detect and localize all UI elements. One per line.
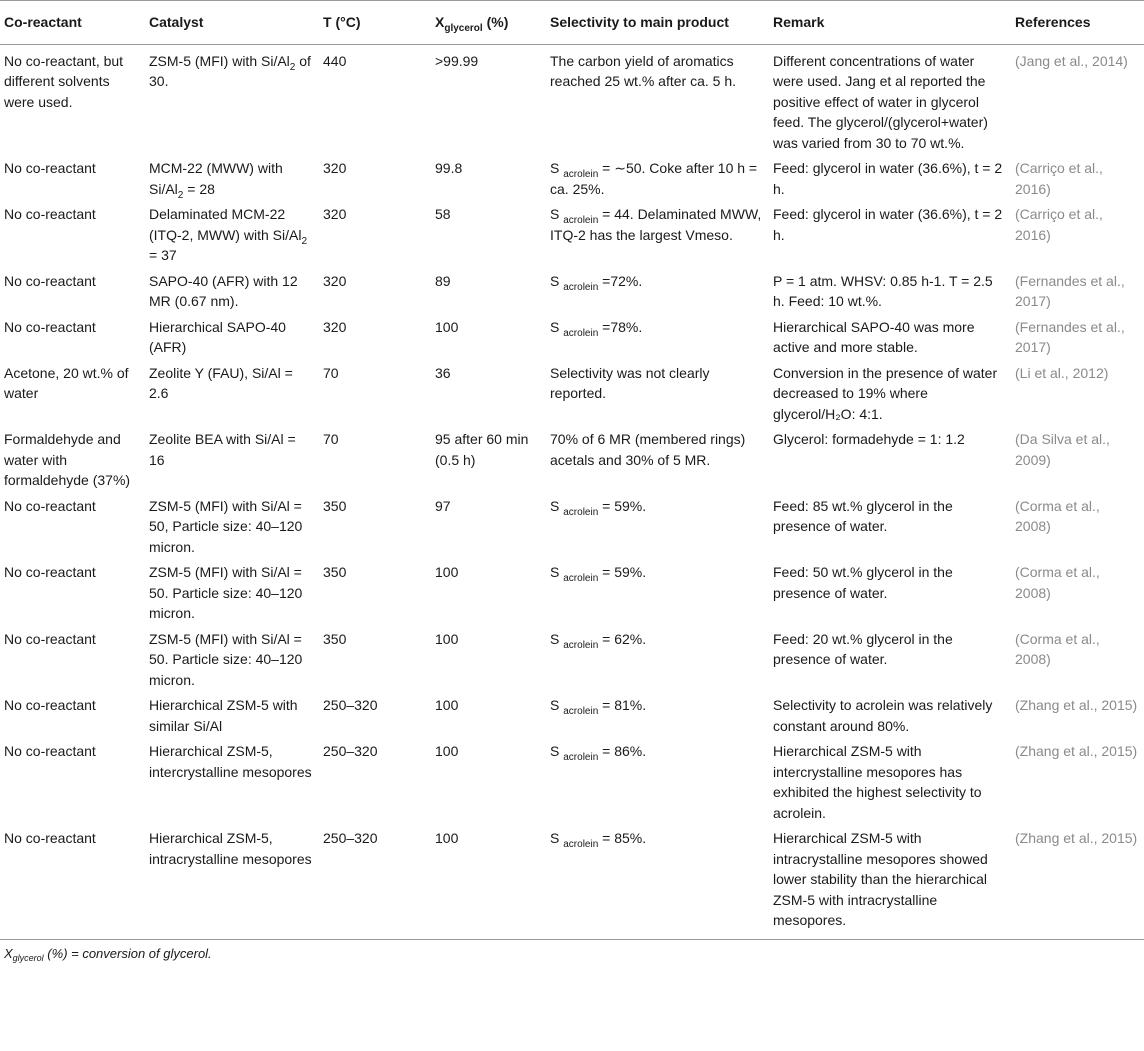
header-references: References: [1015, 14, 1091, 30]
cell-selectivity-post: =72%.: [598, 272, 643, 289]
cell-selectivity-pre: S: [550, 564, 564, 580]
table-row: [0, 825, 1144, 939]
cell-selectivity: [546, 738, 769, 825]
table-row: [0, 559, 1144, 626]
cell-reference: (Jang et al., 2014): [1015, 52, 1128, 69]
cell-coreactant: No co-reactant, but different solvents were used.: [4, 52, 124, 110]
cell-selectivity-pre: S: [550, 630, 564, 647]
cell-reference: (Fernandes et al., 2017): [1015, 318, 1125, 355]
table-header: [0, 1, 1144, 45]
cell-selectivity-sub: acrolein: [563, 281, 599, 293]
cell-catalyst: [145, 314, 319, 360]
table-row: [0, 268, 1144, 314]
cell-selectivity-sub: acrolein: [563, 639, 599, 651]
cell-selectivity-sub: acrolein: [563, 573, 599, 584]
cell-selectivity-sub: acrolein: [563, 327, 599, 339]
cell-selectivity-sub: acrolein: [563, 169, 599, 180]
cell-selectivity-sub: acrolein: [563, 839, 599, 850]
cell-reference: (Fernandes et al., 2017): [1015, 272, 1125, 309]
table-row: [0, 314, 1144, 360]
cell-coreactant: No co-reactant: [4, 497, 96, 514]
cell-selectivity-pre: S: [550, 318, 564, 335]
table-row: [0, 360, 1144, 427]
cell-conversion: 36: [435, 364, 451, 381]
cell-remark: Hierarchical ZSM-5 with intercrystalline mesopores has exhibited the highest selectivity to acrolein.: [773, 743, 982, 821]
cell-selectivity: [546, 155, 769, 201]
cell-temperature: 250–320: [323, 697, 378, 713]
cell-selectivity: [546, 314, 769, 360]
cell-selectivity-pre: S: [550, 697, 564, 713]
cell-reference: (Corma et al., 2008): [1015, 564, 1100, 601]
cell-selectivity-post: = 85%.: [598, 830, 647, 846]
footnote-sub: glycerol: [12, 952, 44, 963]
header-row: [0, 1, 1144, 45]
cell-remark: Feed: 50 wt.% glycerol in the presence of water.: [773, 564, 953, 601]
cell-selectivity-pre: S: [550, 497, 564, 514]
cell-catalyst-sub: 2: [177, 189, 184, 201]
cell-temperature: 350: [323, 630, 347, 647]
cell-conversion: 97: [435, 497, 451, 514]
cell-selectivity-sub: acrolein: [563, 706, 599, 717]
cell-catalyst-sub: 2: [289, 61, 296, 73]
cell-catalyst-post: = 37: [149, 247, 177, 263]
cell-coreactant: No co-reactant: [4, 830, 96, 846]
cell-catalyst: [145, 692, 319, 738]
cell-catalyst: [145, 493, 319, 560]
cell-catalyst-pre: ZSM-5 (MFI) with Si/Al = 50. Particle size: 40–120 micron.: [149, 630, 303, 688]
cell-conversion: 100: [435, 697, 459, 713]
table-row: [0, 692, 1144, 738]
cell-catalyst: [145, 738, 319, 825]
cell-selectivity-pre: The carbon yield of aromatics reached 25 wt.% after ca. 5 h.: [550, 52, 736, 89]
cell-temperature: 320: [323, 160, 347, 176]
cell-selectivity: [546, 825, 769, 939]
header-selectivity: Selectivity to main product: [550, 14, 729, 30]
cell-selectivity-post: = ∼50. Coke after 10 h = ca. 25%.: [550, 160, 758, 197]
footnote-rest: (%) = conversion of glycerol.: [43, 945, 212, 961]
table-row: [0, 493, 1144, 560]
cell-catalyst-post: of 30.: [149, 52, 311, 89]
cell-catalyst-pre: ZSM-5 (MFI) with Si/Al = 50, Particle size: 40–120 micron.: [149, 497, 303, 555]
cell-temperature: 250–320: [323, 830, 378, 846]
cell-remark: Feed: glycerol in water (36.6%), t = 2 h.: [773, 206, 1003, 243]
table-row: [0, 426, 1144, 493]
header-catalyst: Catalyst: [149, 14, 204, 30]
cell-conversion: 100: [435, 564, 459, 580]
cell-selectivity: [546, 493, 769, 560]
cell-conversion: 58: [435, 206, 451, 222]
cell-temperature: 250–320: [323, 743, 378, 759]
cell-selectivity: [546, 559, 769, 626]
cell-catalyst: [145, 201, 319, 268]
cell-reference: (Zhang et al., 2015): [1015, 697, 1138, 713]
table-footnote: [0, 940, 1144, 961]
cell-catalyst: [145, 825, 319, 939]
cell-coreactant: No co-reactant: [4, 743, 96, 759]
cell-reference: (Zhang et al., 2015): [1015, 830, 1138, 846]
table-row: [0, 738, 1144, 825]
cell-coreactant: No co-reactant: [4, 272, 96, 289]
cell-reference: (Corma et al., 2008): [1015, 630, 1100, 667]
cell-selectivity: [546, 360, 769, 427]
cell-coreactant: No co-reactant: [4, 564, 96, 580]
cell-reference: (Carriço et al., 2016): [1015, 160, 1103, 197]
cell-remark: P = 1 atm. WHSV: 0.85 h-1. T = 2.5 h. Feed: 10 wt.%.: [773, 272, 993, 309]
table-row: [0, 201, 1144, 268]
cell-catalyst-pre: ZSM-5 (MFI) with Si/Al = 50. Particle size: 40–120 micron.: [149, 564, 303, 621]
cell-remark: Hierarchical ZSM-5 with intracrystalline mesopores showed lower stability than the hierarchical ZSM-5 with intracrystalline mesopores.: [773, 830, 988, 928]
cell-conversion: 100: [435, 630, 459, 647]
header-conversion-main: X: [435, 14, 445, 30]
cell-catalyst: [145, 360, 319, 427]
cell-coreactant: No co-reactant: [4, 160, 96, 176]
cell-reference: (Da Silva et al., 2009): [1015, 431, 1110, 468]
cell-catalyst-pre: Hierarchical SAPO-40 (AFR): [149, 318, 286, 355]
cell-selectivity: [546, 692, 769, 738]
cell-catalyst-pre: SAPO-40 (AFR) with 12 MR (0.67 nm).: [149, 272, 298, 309]
cell-selectivity-pre: S: [550, 830, 564, 846]
cell-temperature: 350: [323, 564, 347, 580]
cell-conversion: 95 after 60 min (0.5 h): [435, 431, 529, 468]
cell-catalyst: [145, 268, 319, 314]
cell-remark: Feed: 85 wt.% glycerol in the presence of water.: [773, 497, 953, 534]
cell-selectivity-post: = 62%.: [598, 630, 647, 647]
cell-reference: (Zhang et al., 2015): [1015, 743, 1138, 759]
cell-coreactant: Acetone, 20 wt.% of water: [4, 364, 129, 401]
cell-selectivity: [546, 44, 769, 155]
cell-conversion: 100: [435, 743, 459, 759]
cell-catalyst-pre: Delaminated MCM-22 (ITQ-2, MWW) with Si/Al: [149, 206, 302, 243]
header-conversion-unit: (%): [482, 14, 509, 30]
table-row: [0, 155, 1144, 201]
cell-selectivity-post: = 44. Delaminated MWW, ITQ-2 has the largest Vmeso.: [550, 206, 762, 243]
cell-catalyst-sub: 2: [301, 235, 307, 247]
cell-catalyst-pre: Hierarchical ZSM-5, intercrystalline mesopores: [149, 743, 312, 780]
cell-coreactant: No co-reactant: [4, 206, 96, 222]
cell-remark: Hierarchical SAPO-40 was more active and more stable.: [773, 318, 975, 355]
cell-selectivity: [546, 426, 769, 493]
cell-remark: Feed: glycerol in water (36.6%), t = 2 h.: [773, 160, 1003, 197]
cell-temperature: 70: [323, 364, 339, 381]
cell-selectivity-pre: S: [550, 206, 564, 222]
cell-catalyst: [145, 426, 319, 493]
cell-catalyst-pre: Hierarchical ZSM-5, intracrystalline mesopores: [149, 830, 312, 867]
cell-coreactant: No co-reactant: [4, 697, 96, 713]
cell-temperature: 440: [323, 52, 347, 69]
cell-selectivity-post: =78%.: [598, 318, 643, 335]
cell-coreactant: No co-reactant: [4, 318, 96, 335]
header-temperature: T (°C): [323, 14, 361, 30]
cell-selectivity-post: = 81%.: [598, 697, 647, 713]
cell-selectivity-pre: S: [550, 160, 564, 176]
cell-conversion: 99.8: [435, 160, 463, 176]
footnote-main: X: [4, 945, 13, 961]
cell-remark: Different concentrations of water were used. Jang et al reported the positive effect of water in glycerol feed. The glycerol/(glycerol+water) was varied from 30 to 70 wt.%.: [773, 52, 988, 151]
cell-selectivity: [546, 268, 769, 314]
cell-selectivity-sub: acrolein: [563, 752, 599, 763]
header-coreactant: Co-reactant: [4, 14, 82, 30]
cell-temperature: 320: [323, 206, 347, 222]
cell-selectivity-pre: S: [550, 272, 564, 289]
cell-selectivity-sub: acrolein: [563, 506, 599, 518]
cell-catalyst: [145, 559, 319, 626]
header-remark: Remark: [773, 14, 825, 30]
cell-selectivity-sub: acrolein: [563, 215, 599, 226]
cell-coreactant: No co-reactant: [4, 630, 96, 647]
cell-catalyst: [145, 626, 319, 693]
cell-selectivity-pre: Selectivity was not clearly reported.: [550, 364, 710, 401]
cell-conversion: 89: [435, 272, 451, 289]
cell-conversion: 100: [435, 830, 459, 846]
cell-catalyst-pre: Hierarchical ZSM-5 with similar Si/Al: [149, 697, 298, 734]
cell-coreactant: Formaldehyde and water with formaldehyde (37%): [4, 431, 131, 488]
cell-catalyst-pre: MCM-22 (MWW) with Si/Al: [149, 160, 283, 197]
cell-selectivity-post: = 59%.: [598, 564, 647, 580]
cell-temperature: 350: [323, 497, 347, 514]
cell-remark: Conversion in the presence of water decreased to 19% where glycerol/H₂O: 4:1.: [773, 364, 998, 422]
table-row: [0, 44, 1144, 155]
header-conversion: [431, 1, 546, 45]
cell-remark: Selectivity to acrolein was relatively constant around 80%.: [773, 697, 993, 734]
table-body: [0, 44, 1144, 939]
cell-selectivity-pre: S: [550, 743, 564, 759]
cell-temperature: 70: [323, 431, 339, 447]
cell-selectivity-post: = 86%.: [598, 743, 647, 759]
cell-catalyst-post: = 28: [183, 180, 215, 197]
cell-reference: (Corma et al., 2008): [1015, 497, 1100, 534]
cell-reference: (Carriço et al., 2016): [1015, 206, 1103, 243]
cell-temperature: 320: [323, 318, 347, 335]
cell-selectivity-post: = 59%.: [598, 497, 647, 514]
cell-catalyst: [145, 44, 319, 155]
cell-conversion: 100: [435, 318, 459, 335]
cell-catalyst-pre: Zeolite BEA with Si/Al = 16: [149, 431, 296, 468]
header-conversion-sub: glycerol: [444, 23, 483, 34]
cell-selectivity-pre: 70% of 6 MR (membered rings) acetals and 30% of 5 MR.: [550, 431, 746, 468]
cell-temperature: 320: [323, 272, 347, 289]
cell-remark: Glycerol: formadehyde = 1: 1.2: [773, 431, 965, 447]
cell-catalyst-pre: ZSM-5 (MFI) with Si/Al: [149, 52, 290, 69]
cell-conversion: >99.99: [435, 52, 479, 69]
cell-selectivity: [546, 201, 769, 268]
cell-catalyst: [145, 155, 319, 201]
cell-reference: (Li et al., 2012): [1015, 364, 1109, 381]
cell-selectivity: [546, 626, 769, 693]
cell-remark: Feed: 20 wt.% glycerol in the presence of water.: [773, 630, 953, 667]
cell-catalyst-pre: Zeolite Y (FAU), Si/Al = 2.6: [149, 364, 293, 401]
table-row: [0, 626, 1144, 693]
